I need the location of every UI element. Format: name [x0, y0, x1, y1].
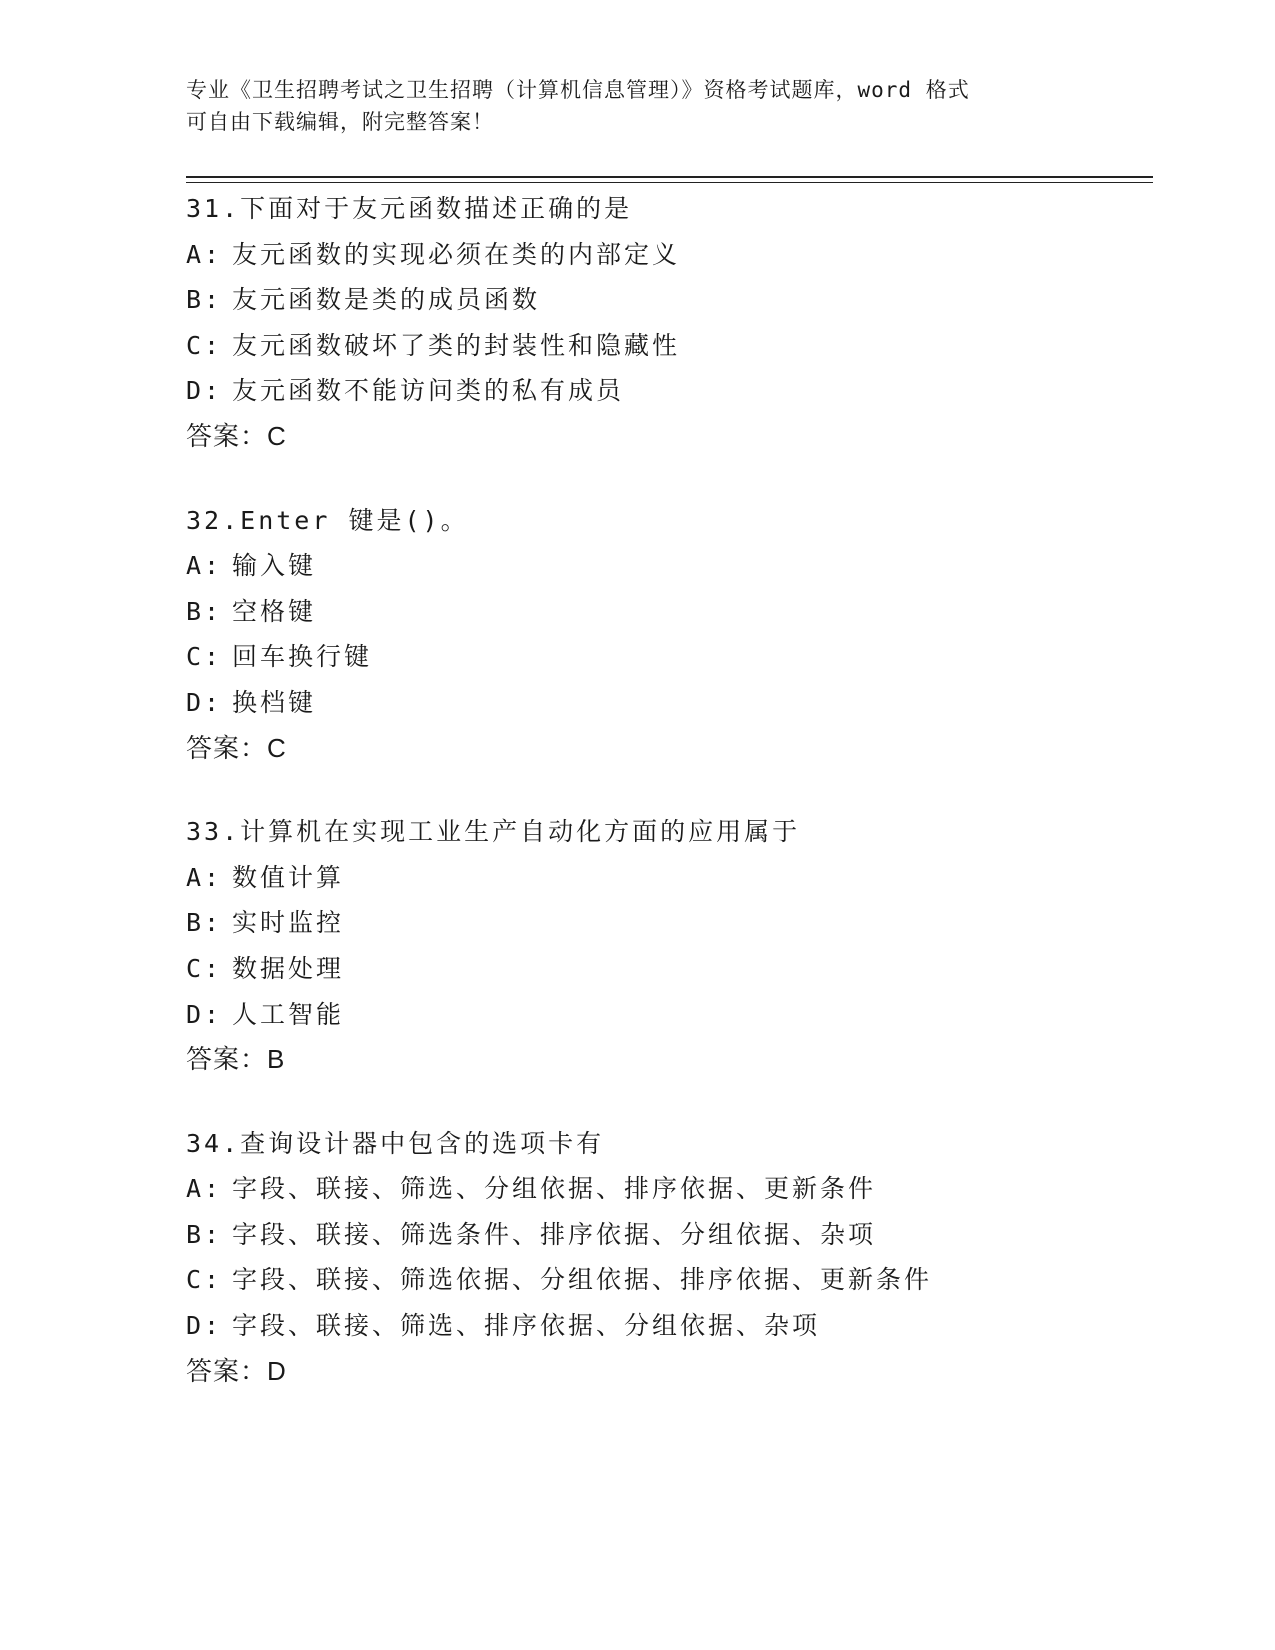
option-text: 字段、联接、筛选依据、分组依据、排序依据、更新条件 — [232, 1265, 933, 1295]
option-d — [186, 1303, 1146, 1349]
header-line-1: 专业《卫生招聘考试之卫生招聘（计算机信息管理）》资格考试题库，word 格式 — [186, 78, 970, 102]
option-letter: B: — [186, 1219, 223, 1249]
option-text: 数值计算 — [232, 862, 345, 892]
option-letter: C: — [186, 642, 223, 672]
option-text: 实时监控 — [232, 908, 345, 938]
option-text: 友元函数是类的成员函数 — [232, 285, 541, 315]
answer-line: 答案：C — [186, 732, 287, 763]
option-text: 人工智能 — [232, 999, 345, 1029]
answer-line: 答案：D — [186, 1355, 287, 1386]
option-letter: A: — [186, 1174, 223, 1204]
option-letter: D: — [186, 1311, 223, 1341]
option-d — [186, 992, 1146, 1038]
option-b — [186, 589, 1146, 635]
answer-line: 答案：C — [186, 420, 287, 451]
option-letter: B: — [186, 908, 223, 938]
document-header — [186, 74, 1086, 138]
header-divider — [186, 176, 1153, 178]
option-letter: C: — [186, 953, 223, 983]
option-letter: A: — [186, 862, 223, 892]
option-text: 友元函数破坏了类的封装性和隐藏性 — [232, 330, 681, 360]
option-text: 字段、联接、筛选条件、排序依据、分组依据、杂项 — [232, 1219, 877, 1249]
option-text: 回车换行键 — [232, 642, 373, 672]
option-letter: C: — [186, 330, 223, 360]
option-a — [186, 543, 1146, 589]
option-letter: A: — [186, 551, 223, 581]
question-stem: 33.计算机在实现工业生产自动化方面的应用属于 — [186, 817, 801, 847]
option-d — [186, 680, 1146, 726]
question-31 — [186, 186, 1146, 460]
question-32 — [186, 498, 1146, 772]
option-text: 输入键 — [232, 551, 317, 581]
option-d — [186, 368, 1146, 414]
option-text: 字段、联接、筛选、排序依据、分组依据、杂项 — [232, 1311, 821, 1341]
question-stem: 31.下面对于友元函数描述正确的是 — [186, 194, 633, 223]
option-letter: C: — [186, 1265, 223, 1295]
option-a — [186, 855, 1146, 901]
option-text: 友元函数不能访问类的私有成员 — [232, 376, 625, 406]
option-letter: B: — [186, 285, 223, 315]
option-text: 友元函数的实现必须在类的内部定义 — [232, 239, 681, 269]
option-b — [186, 277, 1146, 323]
question-34 — [186, 1121, 1146, 1395]
question-list — [186, 186, 1146, 1432]
option-text: 换档键 — [232, 687, 317, 717]
option-letter: D: — [186, 999, 223, 1029]
option-text: 字段、联接、筛选、分组依据、排序依据、更新条件 — [232, 1174, 877, 1204]
question-stem: 32.Enter 键是()。 — [186, 505, 469, 535]
option-c — [186, 946, 1146, 992]
option-text: 数据处理 — [232, 953, 345, 983]
option-letter: B: — [186, 596, 223, 626]
option-text: 空格键 — [232, 596, 317, 626]
option-letter: D: — [186, 376, 223, 406]
option-b — [186, 900, 1146, 946]
option-c — [186, 1257, 1146, 1303]
header-line-2: 可自由下载编辑，附完整答案！ — [186, 110, 494, 134]
option-a — [186, 1166, 1146, 1212]
answer-line: 答案：B — [186, 1044, 286, 1075]
question-stem: 34.查询设计器中包含的选项卡有 — [186, 1128, 605, 1158]
header-divider-thin — [186, 182, 1153, 183]
option-letter: D: — [186, 687, 223, 717]
option-c — [186, 323, 1146, 369]
question-33 — [186, 809, 1146, 1083]
option-b — [186, 1212, 1146, 1258]
option-c — [186, 634, 1146, 680]
option-a — [186, 232, 1146, 278]
option-letter: A: — [186, 239, 223, 269]
